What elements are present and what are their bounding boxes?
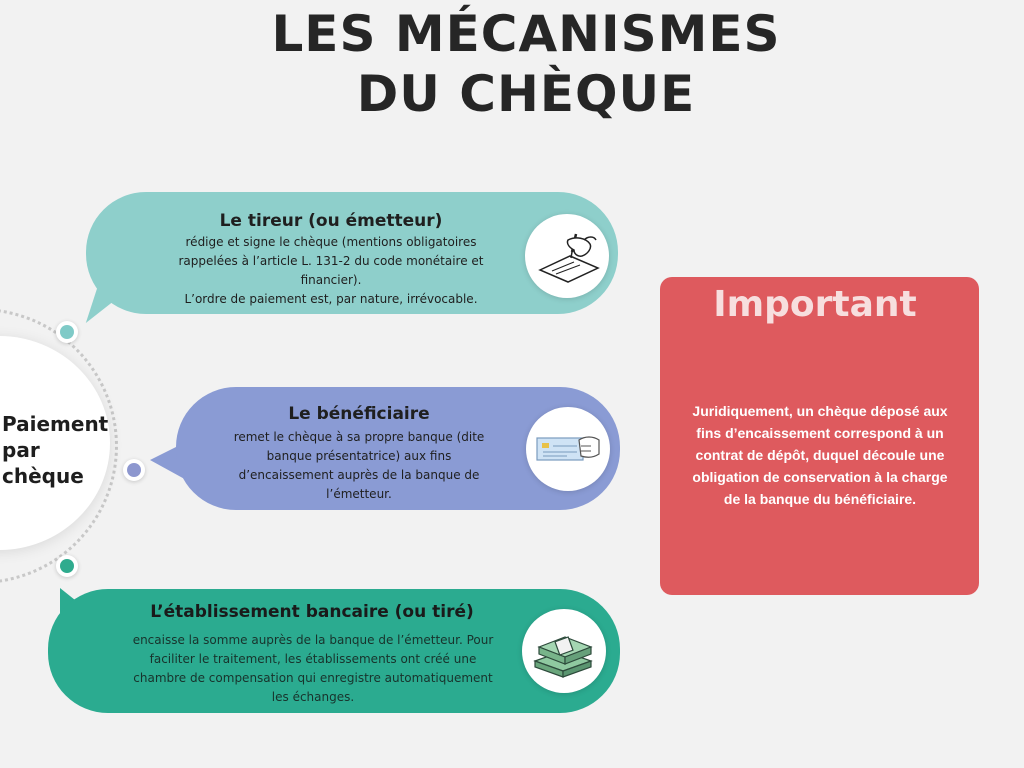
step-text-line: faciliter le traitement, les établissements ont créé une xyxy=(149,652,477,666)
step-text xyxy=(78,631,548,707)
center-label-line-2: par xyxy=(2,438,40,462)
important-text xyxy=(664,400,976,510)
icon-badge xyxy=(522,609,606,693)
step-title: Le tireur (ou émetteur) xyxy=(219,211,443,231)
center-label-line-1: Paiement xyxy=(2,412,109,436)
important-text-line: fins d’encaissement correspond à un xyxy=(696,425,944,441)
page-title xyxy=(0,4,1024,124)
important-text-line: Juridiquement, un chèque déposé aux xyxy=(692,403,948,419)
banknote-stacks-icon xyxy=(529,621,599,681)
step-text-line: rappelées à l’article L. 131-2 du code monétaire et xyxy=(178,254,484,268)
center-label xyxy=(2,411,108,489)
step-bubble-etablissement xyxy=(48,589,620,713)
hand-holding-cheque-icon xyxy=(533,424,603,474)
step-text-line: financier). xyxy=(300,273,362,287)
step-text-line: L’ordre de paiement est, par nature, irrévocable. xyxy=(184,292,478,306)
connector-node-3 xyxy=(56,555,78,577)
title-line-2: DU CHÈQUE xyxy=(356,65,696,123)
signing-hand-icon xyxy=(532,226,602,286)
important-title: Important xyxy=(713,284,917,325)
title-line-1: LES MÉCANISMES xyxy=(271,5,781,63)
step-text-line: encaisse la somme auprès de la banque de l’émetteur. Pour xyxy=(132,633,494,647)
step-text-line: les échanges. xyxy=(271,690,355,704)
important-text-line: de la banque du bénéficiaire. xyxy=(723,491,917,507)
step-text-line: rédige et signe le chèque (mentions obligatoires xyxy=(185,235,477,249)
step-text-line: banque présentatrice) aux fins xyxy=(266,449,452,463)
important-text-line: obligation de conservation à la charge xyxy=(692,469,948,485)
step-bubble-beneficiaire xyxy=(176,387,620,510)
step-text-line: d’encaissement auprès de la banque de xyxy=(238,468,480,482)
step-text-line: remet le chèque à sa propre banque (dite xyxy=(233,430,485,444)
step-text xyxy=(198,428,520,504)
step-text-line: chambre de compensation qui enregistre automatiquement xyxy=(133,671,493,685)
center-label-line-3: chèque xyxy=(2,464,84,488)
important-text-line: contrat de dépôt, duquel découle une xyxy=(695,447,945,463)
icon-badge xyxy=(526,407,610,491)
connector-node-2 xyxy=(123,459,145,481)
step-title: L’établissement bancaire (ou tiré) xyxy=(150,602,474,622)
step-title: Le bénéficiaire xyxy=(288,404,430,424)
step-text-line: l’émetteur. xyxy=(326,487,392,501)
